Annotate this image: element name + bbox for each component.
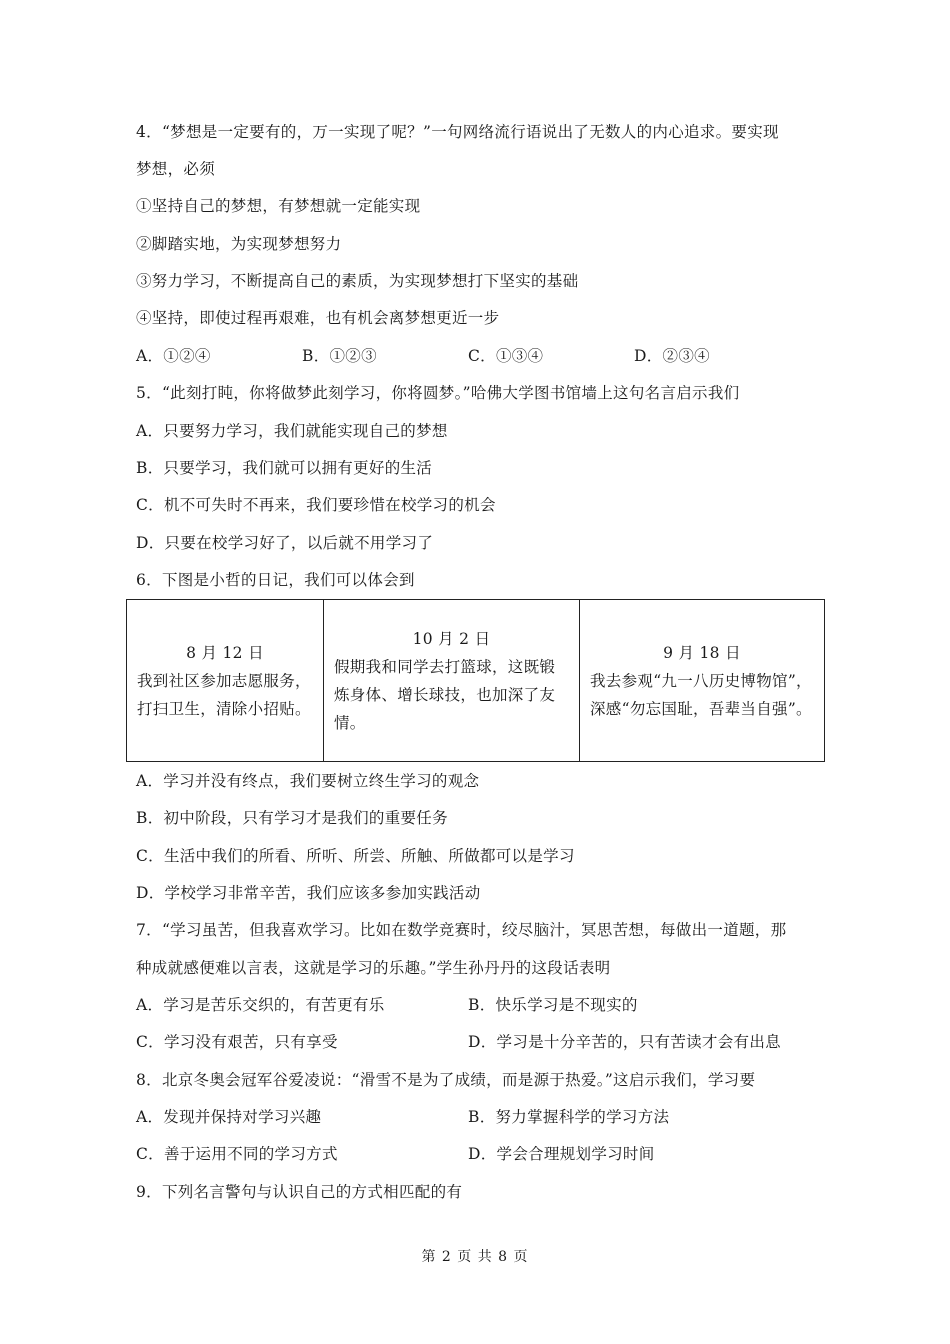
- diary-entry-3-date: 9 月 18 日: [663, 643, 741, 662]
- diary-entry-2-date: 10 月 2 日: [412, 629, 491, 648]
- q6-stem: 6．下图是小哲的日记，我们可以体会到: [136, 571, 415, 589]
- q6-option-a: A．学习并没有终点，我们要树立终生学习的观念: [136, 772, 480, 790]
- q6-option-b: B．初中阶段，只有学习才是我们的重要任务: [136, 809, 448, 827]
- q4-item-2: ②脚踏实地，为实现梦想努力: [136, 235, 342, 253]
- q7-option-b: B．快乐学习是不现实的: [468, 996, 638, 1014]
- diary-entry-1-date: 8 月 12 日: [186, 643, 264, 662]
- page-number-footer: 第 2 页 共 8 页: [421, 1249, 529, 1265]
- q4-item-1: ①坚持自己的梦想，有梦想就一定能实现: [136, 197, 421, 215]
- diary-entry-2-line2: 炼身体、增长球技，也加深了友: [334, 685, 556, 704]
- q4-item-4: ④坚持，即使过程再艰难，也有机会离梦想更近一步: [136, 309, 500, 327]
- diary-entry-2: [324, 600, 580, 762]
- q8-option-d: D．学会合理规划学习时间: [468, 1145, 655, 1163]
- q4-stem-line2: 梦想，必须: [136, 160, 216, 178]
- q6-option-c: C．生活中我们的所看、所听、所尝、所触、所做都可以是学习: [136, 847, 575, 865]
- q8-option-b: B．努力掌握科学的学习方法: [468, 1108, 670, 1126]
- diary-entry-2-line3: 情。: [334, 713, 366, 732]
- q4-option-a: A．①②④: [136, 347, 211, 365]
- q5-option-c: C．机不可失时不再来，我们要珍惜在校学习的机会: [136, 496, 496, 514]
- diary-entry-3-line2: 深感“勿忘国耻，吾辈当自强”。: [590, 699, 812, 718]
- q7-stem-line2: 种成就感便难以言表，这就是学习的乐趣。”学生孙丹丹的这段话表明: [136, 959, 611, 977]
- diary-entry-1: [127, 600, 324, 762]
- q9-stem: 9．下列名言警句与认识自己的方式相匹配的有: [136, 1183, 463, 1201]
- diary-table: [126, 599, 825, 762]
- diary-entry-2-line1: 假期我和同学去打篮球，这既锻: [334, 657, 556, 676]
- q4-item-3: ③努力学习，不断提高自己的素质，为实现梦想打下坚实的基础: [136, 272, 579, 290]
- diary-entry-3-line1: 我去参观“九一八历史博物馆”，: [590, 671, 812, 690]
- diary-entry-3: [580, 600, 825, 762]
- q7-option-a: A．学习是苦乐交织的，有苦更有乐: [136, 996, 385, 1014]
- q7-option-d: D．学习是十分辛苦的，只有苦读才会有出息: [468, 1033, 781, 1051]
- q8-option-a: A．发现并保持对学习兴趣: [136, 1108, 322, 1126]
- q4-option-c: C．①③④: [468, 347, 544, 365]
- q4-option-b: B．①②③: [302, 347, 377, 365]
- q5-stem: 5．“此刻打盹，你将做梦此刻学习，你将圆梦。”哈佛大学图书馆墙上这句名言启示我们: [136, 384, 740, 402]
- q8-option-c: C．善于运用不同的学习方式: [136, 1145, 338, 1163]
- q7-stem-line1: 7．“学习虽苦，但我喜欢学习。比如在数学竞赛时，绞尽脑汁，冥思苦想，每做出一道题，那: [136, 921, 787, 939]
- q7-option-c: C．学习没有艰苦，只有享受: [136, 1033, 338, 1051]
- q5-option-b: B．只要学习，我们就可以拥有更好的生活: [136, 459, 433, 477]
- q4-stem-line1: 4．“梦想是一定要有的，万一实现了呢？”一句网络流行语说出了无数人的内心追求。要实现: [136, 123, 779, 141]
- q8-stem: 8．北京冬奥会冠军谷爱凌说：“滑雪不是为了成绩，而是源于热爱。”这启示我们，学习要: [136, 1071, 756, 1089]
- q6-option-d: D．学校学习非常辛苦，我们应该多参加实践活动: [136, 884, 481, 902]
- q5-option-d: D．只要在校学习好了，以后就不用学习了: [136, 534, 434, 552]
- diary-entry-1-line2: 打扫卫生，清除小招贴。: [137, 699, 311, 718]
- diary-entry-1-line1: 我到社区参加志愿服务，: [137, 671, 311, 690]
- q5-option-a: A．只要努力学习，我们就能实现自己的梦想: [136, 422, 448, 440]
- q4-option-d: D．②③④: [634, 347, 710, 365]
